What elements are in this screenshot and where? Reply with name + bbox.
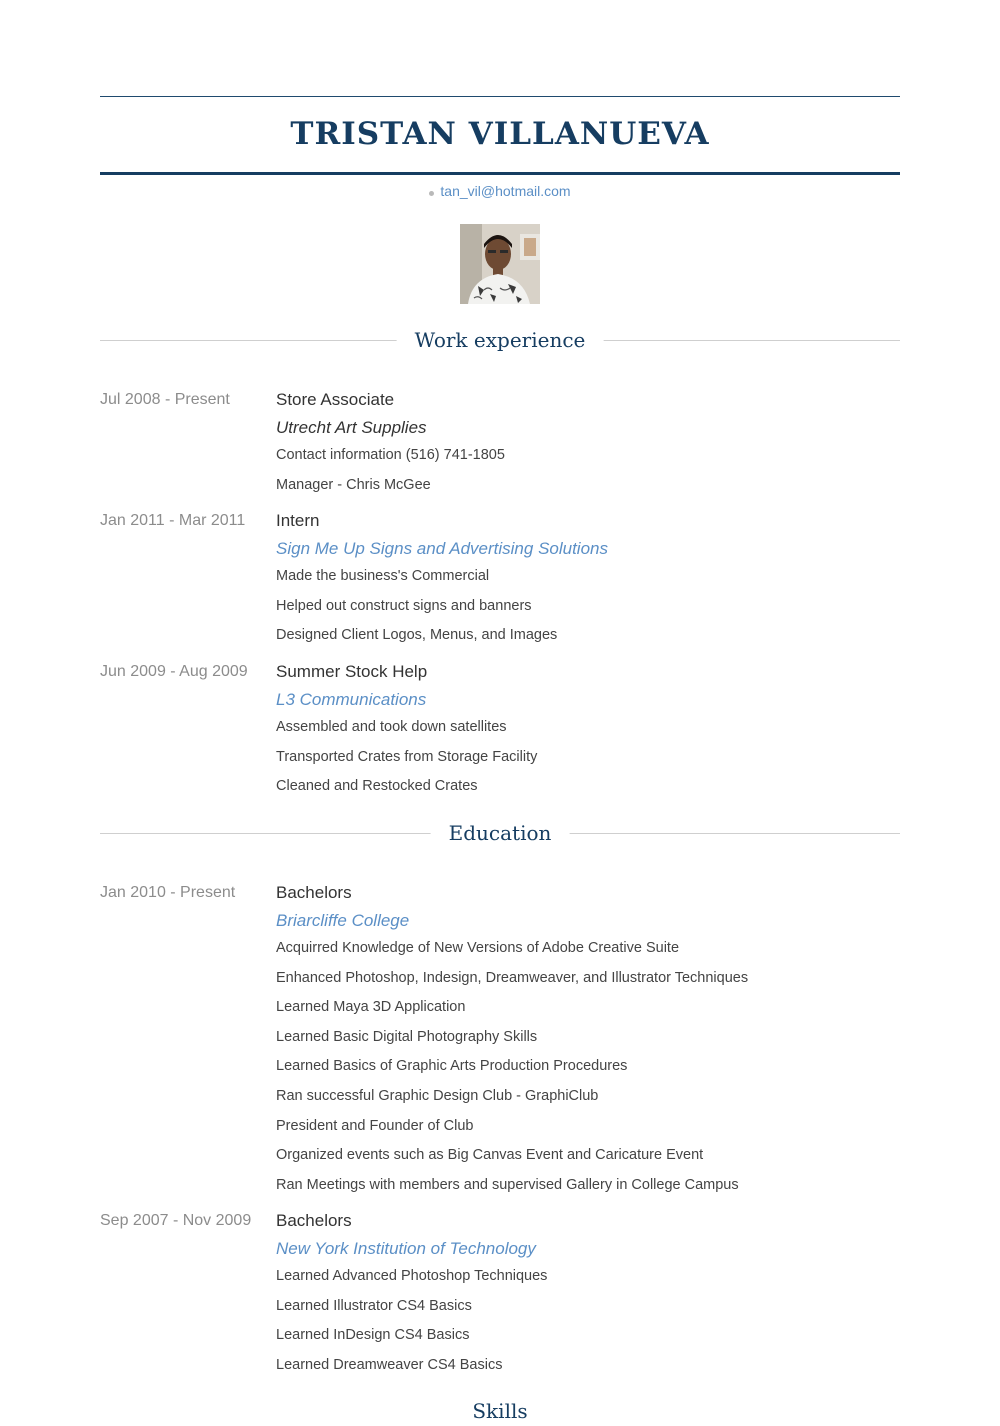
email-link[interactable]: tan_vil@hotmail.com: [440, 183, 571, 199]
entry-school-link[interactable]: New York Institution of Technology: [276, 1239, 536, 1258]
entry-details: [276, 938, 896, 1204]
list-item: Organized events such as Big Canvas Event and Caricature Event: [276, 1147, 704, 1164]
list-item: Manager - Chris McGee: [276, 476, 431, 493]
list-item: Cleaned and Restocked Crates: [276, 778, 478, 795]
entry-date: Jun 2009 - Aug 2009: [100, 663, 248, 680]
entry-degree: Bachelors: [276, 1211, 352, 1230]
entry-school-link[interactable]: Briarcliffe College: [276, 911, 410, 930]
list-item: Ran successful Graphic Design Club - GraphiClub: [276, 1087, 599, 1104]
entry-details: [276, 1266, 896, 1384]
entry-details: [276, 566, 896, 655]
list-item: Enhanced Photoshop, Indesign, Dreamweaver, and Illustrator Techniques: [276, 969, 749, 986]
contact-line: [100, 181, 900, 201]
list-item: Helped out construct signs and banners: [276, 597, 532, 614]
list-item: Learned Illustrator CS4 Basics: [276, 1297, 472, 1314]
entry-organization-link[interactable]: L3 Communications: [276, 690, 427, 709]
list-item: Designed Client Logos, Menus, and Images: [276, 627, 558, 644]
list-item: Learned Dreamweaver CS4 Basics: [276, 1356, 503, 1373]
profile-photo: [460, 224, 540, 304]
header-top-rule: [100, 96, 900, 97]
entry-date: Sep 2007 - Nov 2009: [100, 1212, 252, 1229]
list-item: Learned Basics of Graphic Arts Production Procedures: [276, 1058, 628, 1075]
list-item: Assembled and took down satellites: [276, 719, 507, 735]
resume-page: [100, 0, 900, 1423]
list-item: Learned Basic Digital Photography Skills: [276, 1028, 538, 1045]
header-bottom-rule: [100, 172, 900, 175]
list-item: Made the business's Commercial: [276, 568, 490, 584]
entry-details: [276, 445, 896, 504]
entry-organization: Utrecht Art Supplies: [276, 418, 427, 437]
list-item: Acquirred Knowledge of New Versions of Adobe Creative Suite: [276, 940, 680, 956]
section-skills: [100, 1396, 900, 1426]
entry-role: Store Associate: [276, 390, 395, 409]
list-item: Ran Meetings with members and supervised Gallery in College Campus: [276, 1176, 739, 1193]
entry-organization-link[interactable]: Sign Me Up Signs and Advertising Solutions: [276, 539, 608, 558]
avatar: [460, 224, 540, 304]
list-item: Learned Maya 3D Application: [276, 999, 466, 1016]
list-item: Contact information (516) 741-1805: [276, 447, 505, 463]
list-item: Transported Crates from Storage Facility: [276, 748, 538, 765]
list-item: Learned Advanced Photoshop Techniques: [276, 1268, 548, 1284]
entry-role: Summer Stock Help: [276, 662, 428, 681]
section-title: Work experience: [397, 325, 604, 355]
section-title: Skills: [454, 1396, 545, 1426]
candidate-name: TRISTAN VILLANUEVA: [290, 116, 710, 152]
section-education: [100, 818, 900, 848]
list-item: Learned InDesign CS4 Basics: [276, 1327, 470, 1344]
entry-date: Jan 2011 - Mar 2011: [100, 512, 246, 529]
section-work-experience: [100, 325, 900, 355]
section-title: Education: [431, 818, 570, 848]
bullet-icon: [429, 191, 434, 196]
entry-degree: Bachelors: [276, 883, 352, 902]
entry-role: Intern: [276, 511, 320, 530]
entry-date: Jan 2010 - Present: [100, 884, 236, 901]
entry-date: Jul 2008 - Present: [100, 391, 230, 408]
entry-details: [276, 717, 896, 806]
list-item: President and Founder of Club: [276, 1117, 474, 1134]
